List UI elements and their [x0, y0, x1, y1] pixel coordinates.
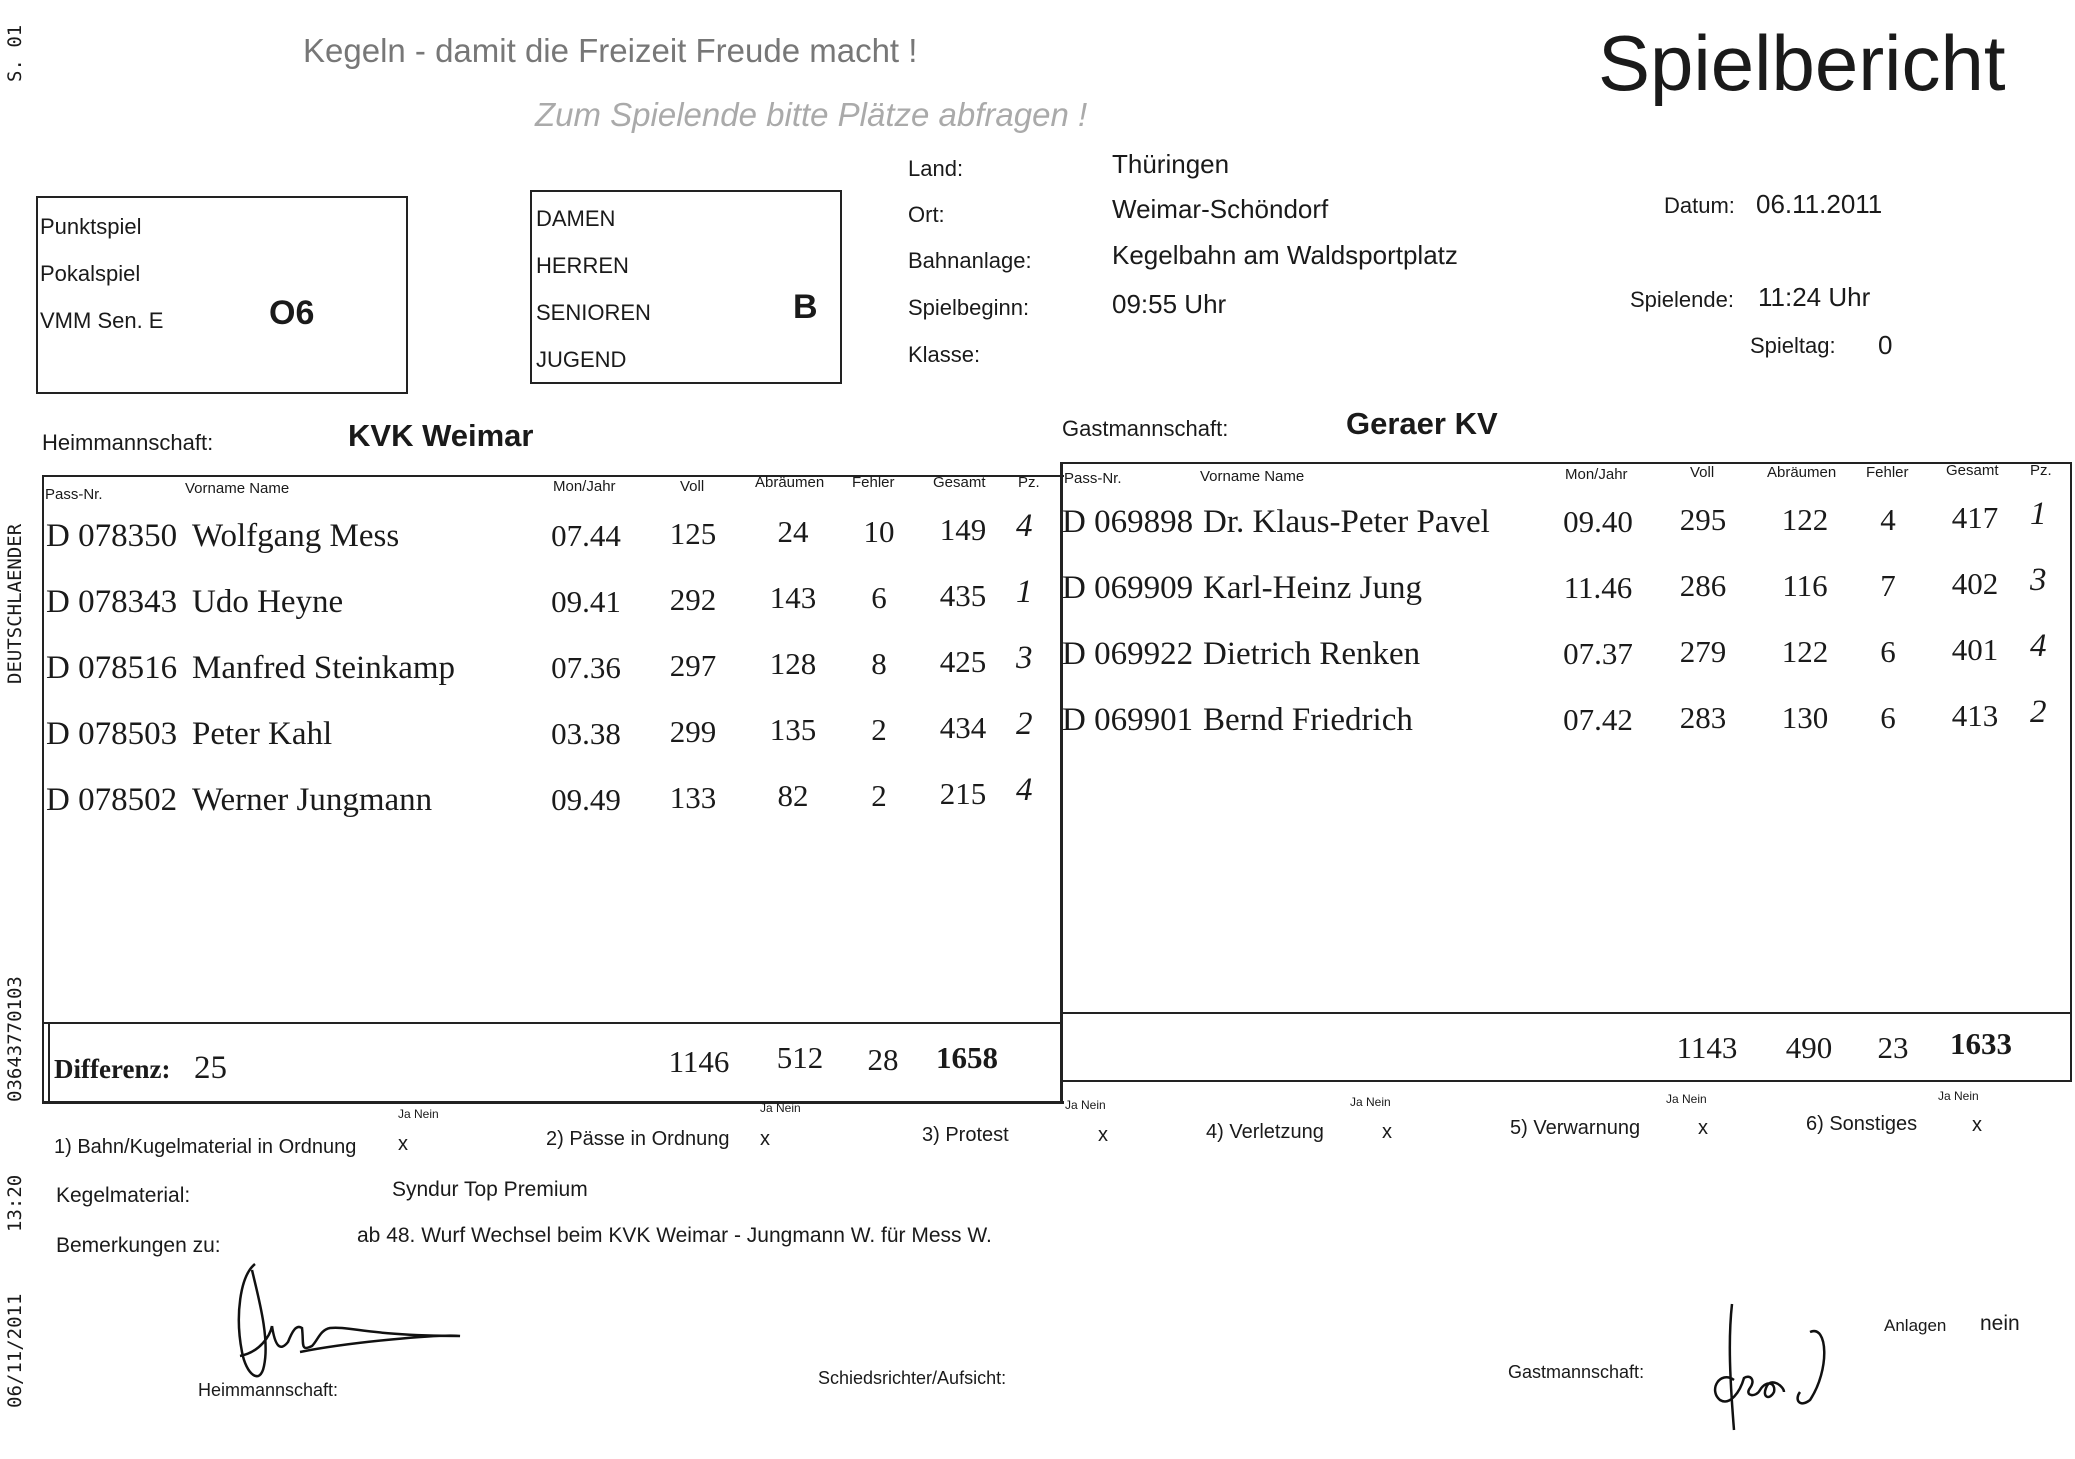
anlagen-value: nein [1980, 1312, 2020, 1335]
home-player-gesamt: 215 [939, 776, 987, 811]
fax-sender: DEUTSCHLAENDER [4, 523, 26, 684]
diff-label: Differenz: [54, 1054, 171, 1084]
home-player-pass: D 078516 [46, 650, 178, 686]
guest-player-gesamt: 401 [1951, 632, 1999, 667]
guest-player-abr: 122 [1781, 502, 1829, 537]
home-signature-graphic [200, 1256, 520, 1396]
ort-value: Weimar-Schöndorf [1112, 194, 1329, 224]
guest-player-name: Karl-Heinz Jung [1203, 570, 1423, 606]
ja-nein-1: Ja Nein [398, 1107, 439, 1121]
home-header-mon: Mon/Jahr [553, 478, 616, 495]
guest-player-name: Dietrich Renken [1203, 636, 1421, 672]
ort-label: Ort: [908, 202, 945, 227]
guest-total-abr: 490 [1785, 1030, 1833, 1065]
home-player-fehler: 2 [871, 778, 887, 813]
spieltag-value: 0 [1878, 330, 1893, 360]
ende-value: 11:24 Uhr [1758, 282, 1871, 312]
category-jugend: JUGEND [536, 347, 627, 372]
home-player-pz: 1 [1016, 574, 1033, 610]
guest-header-gesamt: Gesamt [1946, 462, 1999, 479]
guest-total-gesamt: 1633 [1950, 1026, 2012, 1061]
guest-player-fehler: 6 [1880, 634, 1896, 669]
check-bahn-label: 1) Bahn/Kugelmaterial in Ordnung [54, 1136, 357, 1158]
guest-player-voll: 283 [1679, 700, 1727, 735]
guest-player-abr: 122 [1781, 634, 1829, 669]
ja-nein-2: Ja Nein [760, 1101, 801, 1115]
guest-header-name: Vorname Name [1200, 468, 1305, 485]
slogan-2: Zum Spielende bitte Plätze abfragen ! [535, 96, 1088, 133]
check-protest-mark: x [1098, 1124, 1108, 1146]
ja-nein-4: Ja Nein [1350, 1095, 1391, 1109]
check-bahn-mark: x [398, 1133, 408, 1155]
beginn-value: 09:55 Uhr [1112, 289, 1227, 319]
ende-label: Spielende: [1630, 287, 1734, 312]
material-value: Syndur Top Premium [392, 1178, 588, 1201]
check-sonstiges-mark: x [1972, 1114, 1982, 1136]
home-player-pz: 4 [1016, 772, 1033, 808]
home-player-fehler: 2 [871, 712, 887, 747]
home-player-voll: 297 [669, 648, 717, 683]
home-header-pass: Pass-Nr. [45, 486, 103, 503]
home-header-fehler: Fehler [852, 474, 895, 491]
bahn-value: Kegelbahn am Waldsportplatz [1112, 240, 1458, 270]
check-verwarnung-mark: x [1698, 1117, 1708, 1139]
game-type-vmm: VMM Sen. E [40, 308, 164, 333]
guest-player-voll: 286 [1679, 568, 1727, 603]
material-label: Kegelmaterial: [56, 1184, 191, 1207]
home-header-voll: Voll [680, 478, 705, 495]
home-player-gesamt: 149 [939, 512, 987, 547]
guest-signature-graphic [1700, 1300, 1900, 1450]
home-player-gesamt: 435 [939, 578, 987, 613]
guest-player-pass: D 069922 [1062, 636, 1194, 672]
home-total-voll: 1146 [668, 1044, 730, 1079]
anlagen-label: Anlagen [1884, 1316, 1947, 1335]
home-player-fehler: 8 [871, 646, 887, 681]
home-player-pass: D 078503 [46, 716, 178, 752]
guest-player-mon: 07.37 [1563, 636, 1633, 671]
home-player-abr: 82 [777, 778, 809, 813]
home-player-abr: 143 [769, 580, 817, 615]
check-protest-label: 3) Protest [922, 1124, 1009, 1146]
home-player-name: Werner Jungmann [192, 782, 433, 818]
home-player-pz: 2 [1016, 706, 1033, 742]
ja-nein-6: Ja Nein [1938, 1089, 1979, 1103]
home-header-name: Vorname Name [185, 480, 290, 497]
category-code: B [793, 288, 818, 326]
guest-header-fehler: Fehler [1866, 464, 1909, 481]
home-player-voll: 125 [669, 516, 717, 551]
game-type-punkt: Punktspiel [40, 214, 142, 239]
home-player-name: Wolfgang Mess [192, 518, 400, 554]
guest-label: Gastmannschaft: [1062, 416, 1229, 441]
guest-player-abr: 130 [1781, 700, 1829, 735]
home-player-pass: D 078502 [46, 782, 178, 818]
check-paesse-label: 2) Pässe in Ordnung [546, 1128, 730, 1150]
guest-player-mon: 09.40 [1563, 504, 1633, 539]
guest-player-pass: D 069898 [1062, 504, 1194, 540]
home-player-mon: 07.44 [551, 518, 621, 553]
ja-nein-5: Ja Nein [1666, 1092, 1707, 1106]
home-header-abr: Abräumen [755, 474, 825, 491]
referee-signature-label: Schiedsrichter/Aufsicht: [818, 1368, 1007, 1388]
home-player-mon: 09.49 [551, 782, 621, 817]
home-player-name: Peter Kahl [192, 716, 333, 752]
home-player-fehler: 10 [863, 514, 895, 549]
guest-total-voll: 1143 [1676, 1030, 1738, 1065]
remarks-value: ab 48. Wurf Wechsel beim KVK Weimar - Jungmann W. für Mess W. [357, 1224, 992, 1247]
guest-player-fehler: 6 [1880, 700, 1896, 735]
game-type-code: O6 [269, 294, 315, 332]
category-damen: DAMEN [536, 206, 616, 231]
fax-page: S. 01 [4, 24, 26, 82]
home-player-mon: 07.36 [551, 650, 621, 685]
home-player-mon: 03.38 [551, 716, 621, 751]
bahn-label: Bahnanlage: [908, 248, 1032, 273]
beginn-label: Spielbeginn: [908, 295, 1030, 320]
check-sonstiges-label: 6) Sonstiges [1806, 1113, 1918, 1135]
page-title: Spielbericht [1598, 19, 2006, 107]
home-player-voll: 299 [669, 714, 717, 749]
category-senioren: SENIOREN [536, 300, 651, 325]
home-label: Heimmannschaft: [42, 430, 214, 455]
remarks-label: Bemerkungen zu: [56, 1234, 221, 1257]
home-player-gesamt: 434 [939, 710, 987, 745]
home-player-name: Manfred Steinkamp [192, 650, 456, 686]
guest-player-gesamt: 413 [1951, 698, 1999, 733]
guest-player-voll: 279 [1679, 634, 1727, 669]
home-player-fehler: 6 [871, 580, 887, 615]
check-paesse-mark: x [760, 1128, 770, 1150]
guest-header-mon: Mon/Jahr [1565, 466, 1628, 483]
home-signature-label: Heimmannschaft: [198, 1380, 339, 1400]
guest-player-voll: 295 [1679, 502, 1727, 537]
guest-header-abr: Abräumen [1767, 464, 1837, 481]
home-player-voll: 133 [669, 780, 717, 815]
check-verletzung-label: 4) Verletzung [1206, 1121, 1324, 1143]
diff-value: 25 [194, 1050, 227, 1086]
datum-label: Datum: [1664, 193, 1735, 218]
fax-number: 03643770103 [4, 976, 26, 1102]
check-verwarnung-label: 5) Verwarnung [1510, 1117, 1641, 1139]
guest-player-mon: 11.46 [1563, 570, 1633, 605]
home-player-pz: 4 [1016, 508, 1033, 544]
game-type-box [36, 196, 408, 394]
guest-signature-label: Gastmannschaft: [1508, 1362, 1645, 1382]
klasse-label: Klasse: [908, 342, 981, 367]
home-header-gesamt: Gesamt [933, 474, 986, 491]
guest-player-mon: 07.42 [1563, 702, 1633, 737]
spieltag-label: Spieltag: [1750, 333, 1836, 358]
home-player-pass: D 078343 [46, 584, 178, 620]
guest-player-gesamt: 417 [1951, 500, 1999, 535]
guest-player-fehler: 7 [1880, 568, 1896, 603]
guest-player-pass: D 069909 [1062, 570, 1194, 606]
fax-date: 06/11/2011 [4, 1293, 26, 1408]
home-header-pz: Pz. [1018, 474, 1040, 491]
guest-header-voll: Voll [1690, 464, 1715, 481]
ja-nein-3: Ja Nein [1065, 1098, 1106, 1112]
home-player-mon: 09.41 [551, 584, 621, 619]
category-herren: HERREN [536, 253, 629, 278]
home-player-name: Udo Heyne [192, 584, 344, 620]
home-player-gesamt: 425 [939, 644, 987, 679]
home-player-pz: 3 [1016, 640, 1033, 676]
guest-player-fehler: 4 [1880, 502, 1896, 537]
guest-player-pass: D 069901 [1062, 702, 1194, 738]
home-team-name: KVK Weimar [348, 418, 534, 453]
guest-header-pz: Pz. [2030, 462, 2052, 479]
slogan: Kegeln - damit die Freizeit Freude macht ! [303, 32, 918, 69]
guest-header-pass: Pass-Nr. [1064, 470, 1122, 487]
fax-time: 13:20 [4, 1174, 26, 1232]
home-player-abr: 128 [769, 646, 817, 681]
guest-player-pz: 2 [2030, 694, 2047, 730]
land-label: Land: [908, 156, 964, 181]
guest-player-abr: 116 [1782, 568, 1828, 603]
home-total-fehler: 28 [867, 1042, 899, 1077]
game-type-pokal: Pokalspiel [40, 261, 141, 286]
home-player-abr: 24 [777, 514, 809, 549]
guest-total-fehler: 23 [1877, 1030, 1909, 1065]
category-box [530, 190, 842, 384]
home-player-voll: 292 [669, 582, 717, 617]
land-value: Thüringen [1112, 149, 1230, 179]
home-player-pass: D 078350 [46, 518, 178, 554]
home-total-gesamt: 1658 [936, 1040, 998, 1075]
guest-player-name: Dr. Klaus-Peter Pavel [1203, 504, 1490, 540]
check-verletzung-mark: x [1382, 1121, 1392, 1143]
guest-player-pz: 3 [2030, 562, 2047, 598]
datum-value: 06.11.2011 [1756, 189, 1883, 219]
guest-player-gesamt: 402 [1951, 566, 1999, 601]
guest-player-pz: 4 [2030, 628, 2047, 664]
home-player-abr: 135 [769, 712, 817, 747]
guest-player-pz: 1 [2030, 496, 2047, 532]
guest-player-name: Bernd Friedrich [1203, 702, 1413, 738]
guest-team-name: Geraer KV [1346, 406, 1498, 441]
home-total-abr: 512 [776, 1040, 824, 1075]
